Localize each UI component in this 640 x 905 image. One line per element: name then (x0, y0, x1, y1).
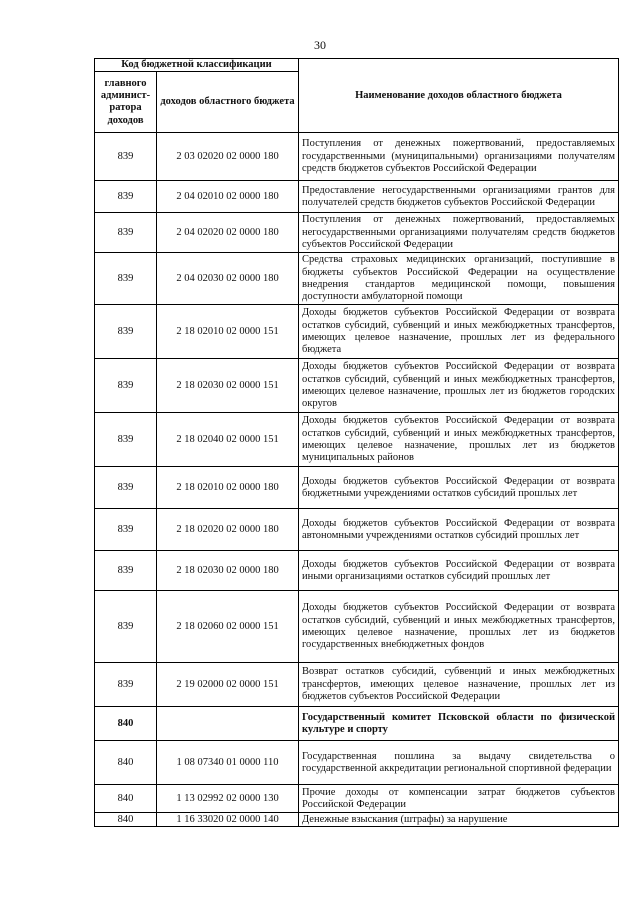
admin-code-cell: 839 (95, 663, 157, 707)
income-code-cell: 2 04 02030 02 0000 180 (157, 253, 299, 305)
income-code-cell: 2 18 02040 02 0000 151 (157, 413, 299, 467)
table-row (95, 181, 619, 213)
admin-code-cell: 839 (95, 359, 157, 413)
admin-code-cell: 840 (95, 813, 157, 827)
table-row (95, 359, 619, 413)
income-code-cell: 2 03 02020 02 0000 180 (157, 133, 299, 181)
income-name-cell: Доходы бюджетов субъектов Российской Федерации от возврата иными организациями остатков субсидий прошлых лет (299, 551, 619, 591)
table-row (95, 813, 619, 827)
admin-code-cell: 839 (95, 509, 157, 551)
income-name-cell: Денежные взыскания (штрафы) за нарушение (299, 813, 619, 827)
table-row (95, 253, 619, 305)
income-name-cell: Прочие доходы от компенсации затрат бюджетов субъектов Российской Федерации (299, 785, 619, 813)
income-code-cell: 2 18 02030 02 0000 180 (157, 551, 299, 591)
income-name-cell: Доходы бюджетов субъектов Российской Федерации от возврата автономными учреждениями остатков субсидий прошлых лет (299, 509, 619, 551)
admin-code-cell: 839 (95, 305, 157, 359)
table-row (95, 663, 619, 707)
income-code-cell: 2 19 02000 02 0000 151 (157, 663, 299, 707)
table-row (95, 467, 619, 509)
income-name-cell: Возврат остатков субсидий, субвенций и иных межбюджетных трансфертов, имеющих целевое назначение, прошлых лет из бюджетов субъектов Российской Федерации (299, 663, 619, 707)
budget-classification-table (94, 58, 619, 827)
income-code-cell: 2 18 02030 02 0000 151 (157, 359, 299, 413)
admin-code-cell: 840 (95, 785, 157, 813)
income-code-cell: 2 18 02060 02 0000 151 (157, 591, 299, 663)
admin-code-cell: 840 (95, 707, 157, 741)
table-row (95, 133, 619, 181)
table-row (95, 741, 619, 785)
table-row (95, 413, 619, 467)
income-code-cell (157, 707, 299, 741)
income-code-cell: 2 04 02010 02 0000 180 (157, 181, 299, 213)
income-name-cell: Поступления от денежных пожертвований, предоставляемых негосударственными организациями получателям средств бюджетов субъектов Российской Федерации (299, 213, 619, 253)
income-code-cell: 2 18 02020 02 0000 180 (157, 509, 299, 551)
table-body (95, 133, 619, 827)
income-code-cell: 2 18 02010 02 0000 180 (157, 467, 299, 509)
admin-code-cell: 839 (95, 253, 157, 305)
admin-code-cell: 839 (95, 551, 157, 591)
income-name-cell: Государственная пошлина за выдачу свидетельства о государственной аккредитации региональной спортивной федерации (299, 741, 619, 785)
income-code-cell: 1 13 02992 02 0000 130 (157, 785, 299, 813)
admin-code-cell: 839 (95, 181, 157, 213)
table-row (95, 213, 619, 253)
admin-code-cell: 839 (95, 467, 157, 509)
admin-code-cell: 839 (95, 133, 157, 181)
income-name-cell: Поступления от денежных пожертвований, предоставляемых государственными (муниципальными) организациями получателям средств бюджетов субъектов Российской Федерации (299, 133, 619, 181)
table-row (95, 785, 619, 813)
income-name-cell: Доходы бюджетов субъектов Российской Федерации от возврата бюджетными учреждениями остатков субсидий прошлых лет (299, 467, 619, 509)
header-income-name: Наименование доходов областного бюджета (299, 59, 619, 133)
income-name-cell: Доходы бюджетов субъектов Российской Федерации от возврата остатков субсидий, субвенций и иных межбюджетных трансфертов, имеющих целевое назначение, прошлых лет из федерального бюджета (299, 305, 619, 359)
income-name-cell: Доходы бюджетов субъектов Российской Федерации от возврата остатков субсидий, субвенций и иных межбюджетных трансфертов, имеющих целевое назначение, прошлых лет из бюджетов государственных внебюджетных фондов (299, 591, 619, 663)
admin-code-cell: 839 (95, 213, 157, 253)
admin-code-cell: 840 (95, 741, 157, 785)
income-name-cell: Средства страховых медицинских организаций, поступившие в бюджеты субъектов Российской Федерации на осуществление внедрения стандартов медицинской помощи, повышения доступности амбулаторной помощи (299, 253, 619, 305)
header-main-administrator: главного админист-ратора доходов (95, 72, 157, 133)
table-row (95, 509, 619, 551)
admin-code-cell: 839 (95, 591, 157, 663)
table-row (95, 551, 619, 591)
income-name-cell: Государственный комитет Псковской области по физической культуре и спорту (299, 707, 619, 741)
table-row (95, 707, 619, 741)
header-regional-income: доходов областного бюджета (157, 72, 299, 133)
income-name-cell: Предоставление негосударственными организациями грантов для получателей средств бюджетов субъектов Российской Федерации (299, 181, 619, 213)
income-code-cell: 2 04 02020 02 0000 180 (157, 213, 299, 253)
income-code-cell: 1 08 07340 01 0000 110 (157, 741, 299, 785)
income-name-cell: Доходы бюджетов субъектов Российской Федерации от возврата остатков субсидий, субвенций и иных межбюджетных трансфертов, имеющих целевое назначение, прошлых лет из бюджетов муниципальных районов (299, 413, 619, 467)
income-code-cell: 2 18 02010 02 0000 151 (157, 305, 299, 359)
admin-code-cell: 839 (95, 413, 157, 467)
income-code-cell: 1 16 33020 02 0000 140 (157, 813, 299, 827)
table-row (95, 591, 619, 663)
page-number: 30 (314, 38, 326, 52)
income-name-cell: Доходы бюджетов субъектов Российской Федерации от возврата остатков субсидий, субвенций и иных межбюджетных трансфертов, имеющих целевое назначение, прошлых лет из бюджетов городских округов (299, 359, 619, 413)
header-budget-classification-code: Код бюджетной классификации (95, 59, 299, 72)
table-row (95, 305, 619, 359)
